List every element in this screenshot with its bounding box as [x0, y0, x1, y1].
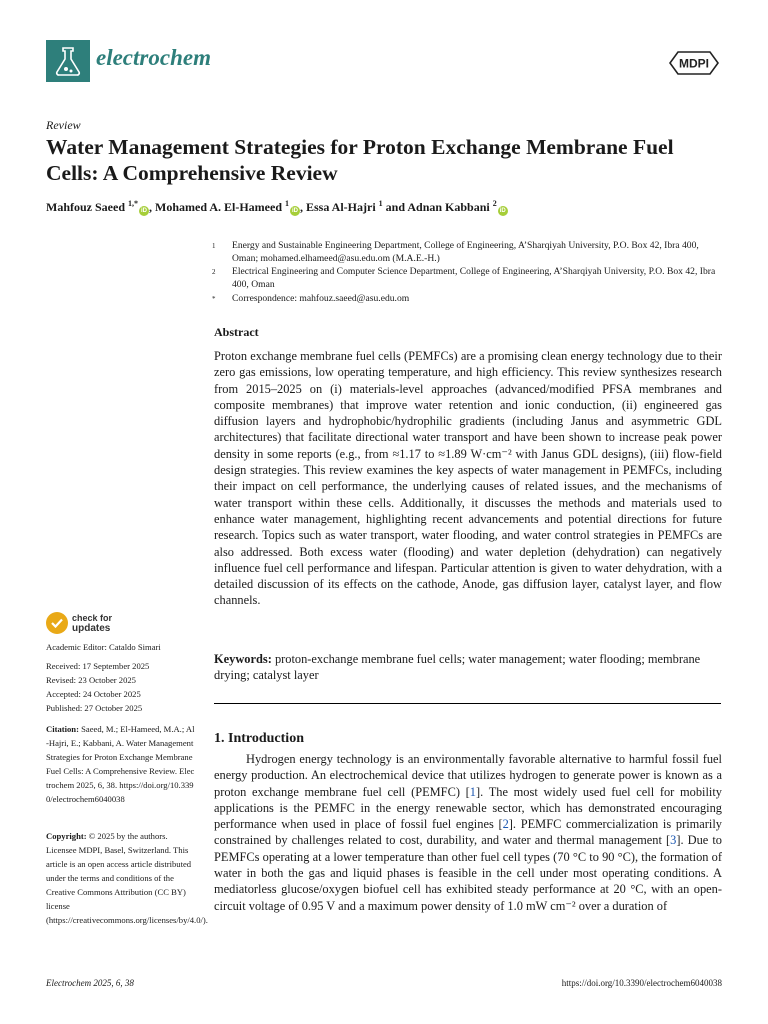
check-updates-line: check for [72, 613, 113, 623]
affiliation [214, 240, 724, 265]
author-name[interactable]: Essa Al-Hajri [306, 200, 376, 214]
orcid-icon[interactable]: iD [141, 208, 147, 214]
citation-label: Citation: [46, 724, 79, 734]
copyright-text: © 2025 by the authors. Licensee MDPI, Basel, Switzerland. This article is an open access article distributed under the terms and conditions of the Creative Commons Attribution (CC BY) license (https://creativecommons.org/licenses/by/4.0/). [46, 831, 208, 925]
section-divider [214, 703, 721, 704]
citation-block [46, 722, 196, 806]
article-type: Review [46, 118, 81, 132]
keywords [214, 651, 722, 684]
academic-editor: Academic Editor: Cataldo Simari [46, 642, 161, 652]
affiliation [214, 266, 724, 291]
correspondence-text[interactable]: Correspondence: mahfouz.saeed@asu.edu.om [232, 293, 410, 304]
publisher-logo[interactable] [668, 50, 720, 76]
author-list: Mahfouz Saeed $^{1,*}$iD , Mohamed A. El-Hameed $^1$iD , Essa Al-Hajri $^1$ and Adnan Kabbani $^2$iD [46, 199, 506, 214]
footer-journal-info: Electrochem 2025, 6, 38 [46, 978, 134, 988]
copyright-block [46, 829, 208, 927]
journal-name[interactable]: electrochem [96, 45, 211, 70]
introduction-paragraph [214, 751, 722, 914]
accepted-date: Accepted: 24 October 2025 [46, 689, 141, 699]
keywords-text: proton-exchange membrane fuel cells; water management; water flooding; membrane drying; catalyst layer [214, 652, 701, 683]
affiliation-number: * [212, 295, 216, 303]
check-updates-line: updates [72, 623, 111, 634]
abstract-text: Proton exchange membrane fuel cells (PEMFCs) are a promising clean energy technology due to their zero gas emissions, low operating temperature, and high efficiency. This review synthesizes research from 2015–2025 on (i) materials-level approaches (advanced/modified PFSA membranes and composite membranes) that improve water retention and ionic conduction, (ii) engineered gas diffusion layers and hydrophobic/hydrophilic gradients (including Janus and asymmetric GDL architectures) that facilitate directional water transport and have been shown to increase peak power density in some reports (e.g., from ≈1.17 to ≈1.89 W·cm⁻² with Janus GDL designs), (iii) flow-field design strategies. This review examines the key aspects of water management in PEMFCs, including their impact on cell performance, the underlying causes of related issues, and the mechanisms of water transport within these cells. Additionally, it discusses the methods and materials used to enhance water management, highlighting recent advancements and potential directions for future research. Topics such as water transport, water flooding, and water control strategies in PEMFCs are also addressed. Both excess water (flooding) and water depletion (dehydration) can negatively influence fuel cell performance and lifespan. Particular attention is given to water dehydration, with a detailed discussion of its effects on the cathode, Anode, gas diffusion layer, catalyst layer, and flow channels. [214, 349, 722, 608]
citation-link[interactable]: 1 [469, 784, 476, 799]
affiliation-number: 1 [212, 242, 216, 250]
intro-text-part: ]. The most widely used fuel cell for mobility applications is the PEMFC in the energy renewable sector, which has demonstrated encouraging performance when used in place of fossil fuel engines [ [214, 784, 722, 832]
affiliation-text: Energy and Sustainable Engineering Department, College of Engineering, A’Sharqiyah University, P.O. Box 42, Ibra 400, Oman; mohamed.elhameed@asu.edu.om (M.A.E.-H.) [232, 240, 699, 264]
author-affiliation-mark: 1 [378, 199, 383, 208]
received-date: Received: 17 September 2025 [46, 661, 150, 671]
published-date: Published: 27 October 2025 [46, 703, 143, 713]
keywords-label: Keywords: [214, 652, 272, 666]
section-heading: 1. Introduction [214, 731, 304, 746]
affiliation-number: 2 [212, 268, 216, 276]
intro-text-part: Hydrogen energy technology is an environmentally favorable alternative to harmful fossil fuel energy production. An electrochemical device that utilizes hydrogen to generate power is known as a proton exchange membrane fuel cell (PEMFC) [ [214, 752, 722, 799]
citation-link[interactable]: 2 [502, 817, 509, 832]
check-for-updates-button[interactable] [46, 612, 156, 636]
citation-link[interactable]: 3 [670, 833, 677, 848]
copyright-label: Copyright: [46, 831, 87, 841]
citation-text[interactable]: Saeed, M.; El-Hameed, M.A.; Al-Hajri, E.; Kabbani, A. Water Management Strategies for Proton Exchange Membrane Fuel Cells: A Comprehensive Review. Electrochem 2025, 6, 38. https://doi.org/10.3390/electrochem6040038 [46, 724, 195, 804]
intro-text-part: ]. Due to PEMFCs operating at a lower temperature than other fuel cell types (70 °C to 90 °C), the formation of water in both the gas and liquid phases is feasible in the cell under most operating conditions. A mediatorless glucose/oxygen biofuel cell has exhibited steady performance at 20 °C, with an open-circuit voltage of 0.95 V and a maximum power density of 1.0 mW cm⁻² over a duration of [214, 833, 722, 913]
check-updates-label [72, 613, 112, 634]
article-title: Water Management Strategies for Proton Exchange Membrane Fuel Cells: A Comprehensive Review [46, 135, 674, 185]
author-affiliation-mark: 1 [285, 199, 289, 208]
author-affiliation-mark: 1,* [128, 199, 138, 208]
affiliation-text: Electrical Engineering and Computer Science Department, College of Engineering, A’Sharqiyah University, P.O. Box 42, Ibra 400, Oman [232, 266, 716, 290]
check-updates-icon [46, 612, 68, 634]
author-name[interactable]: Mahfouz Saeed [46, 200, 125, 214]
footer-doi-link[interactable]: https://doi.org/10.3390/electrochem6040038 [561, 978, 722, 988]
author-affiliation-mark: 2 [492, 199, 497, 208]
publisher-name: MDPI [679, 56, 709, 71]
correspondence [214, 293, 724, 306]
revised-date: Revised: 23 October 2025 [46, 675, 136, 685]
intro-text-part: ]. PEMFC commercialization is primarily constrained by challenges related to cost, durability, and water and thermal management [ [214, 817, 722, 848]
abstract-heading: Abstract [214, 325, 259, 339]
author-name[interactable]: Adnan Kabbani [407, 200, 490, 214]
author-name[interactable]: Mohamed A. El-Hameed [155, 200, 282, 214]
orcid-icon[interactable]: iD [499, 208, 506, 214]
journal-logo-icon [46, 40, 90, 82]
orcid-icon[interactable]: iD [292, 208, 298, 214]
